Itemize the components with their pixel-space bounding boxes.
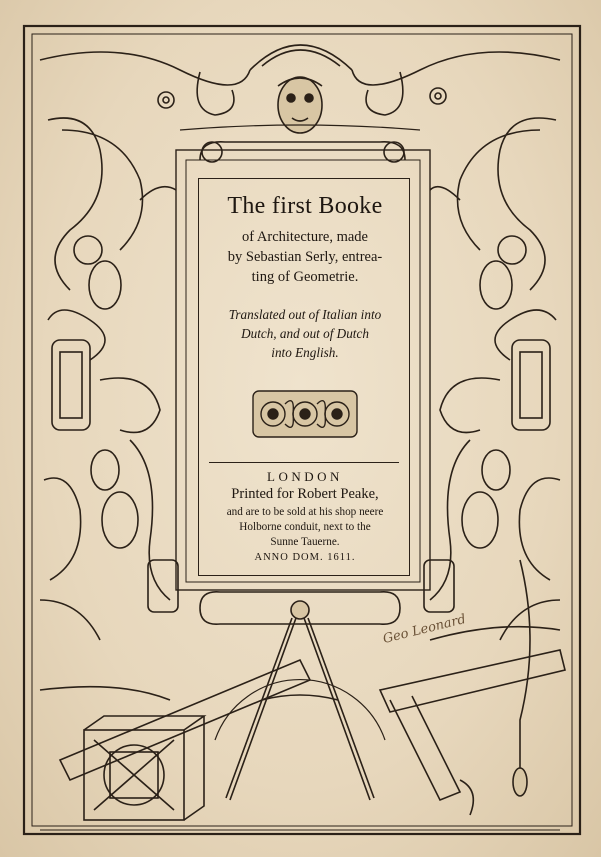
imprint-line-1: and are to be sold at his shop neere [226, 506, 384, 518]
title-line-4: ting of Geometrie. [251, 269, 359, 285]
handwritten-signature: Geo Leonard [381, 611, 468, 648]
compass-icon [226, 601, 374, 800]
title-line-1: The first Booke [227, 193, 383, 219]
imprint-line-3: Sunne Tauerne. [270, 536, 340, 548]
title-panel [198, 178, 410, 576]
title-line-2: of Architecture, made [241, 229, 368, 245]
rosette-left-icon [158, 92, 174, 108]
title-line-3: by Sebastian Serly, entrea- [227, 249, 383, 265]
imprint-date: ANNO DOM. 1611. [254, 552, 356, 563]
translation-line-1: Translated out of Italian into [228, 307, 382, 322]
translation-line-3: into English. [271, 345, 339, 360]
imprint-printer: Printed for Robert Peake, [231, 486, 379, 502]
translation-line-2: Dutch, and out of Dutch [241, 326, 369, 341]
rosette-right-icon [430, 88, 446, 104]
separator-rule [209, 462, 399, 463]
imprint-line-2: Holborne conduit, next to the [239, 521, 371, 533]
mask-ornament-icon [250, 45, 352, 133]
printers-ornament-icon [251, 389, 359, 439]
imprint-city: LONDON [267, 469, 343, 484]
